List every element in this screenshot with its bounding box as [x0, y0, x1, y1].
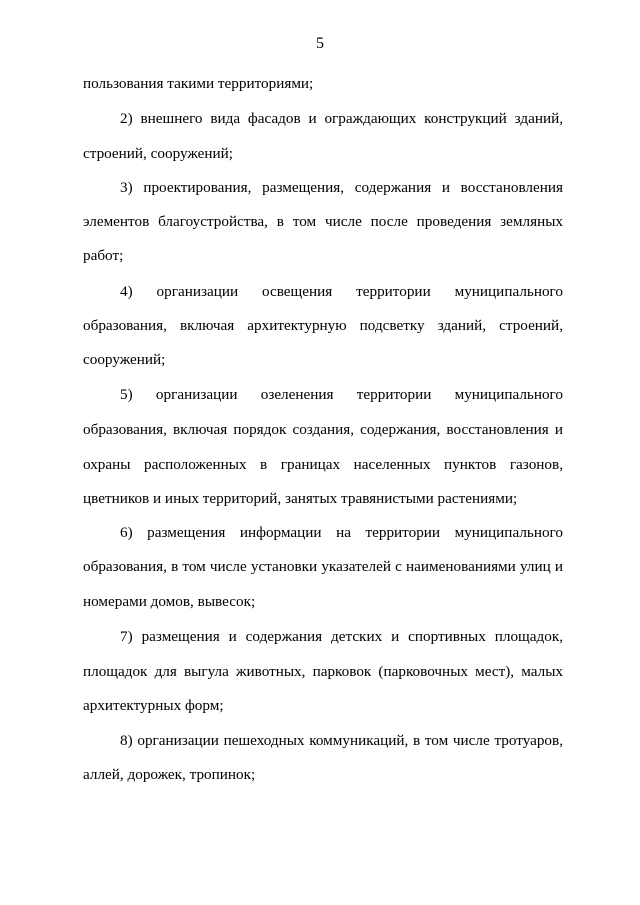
text-line: номерами домов, вывесок; [83, 593, 256, 610]
text-line: 5) организации озеленения территории муниципального [120, 386, 563, 403]
text-line: сооружений; [83, 351, 166, 368]
text-line: 6) размещения информации на территории муниципального [120, 524, 563, 541]
text-line: цветников и иных территорий, занятых травянистыми растениями; [83, 490, 518, 507]
text-line: образования, включая архитектурную подсветку зданий, строений, [83, 317, 563, 334]
text-line: архитектурных форм; [83, 697, 224, 714]
text-line: 3) проектирования, размещения, содержания и восстановления [120, 179, 563, 196]
text-line: 2) внешнего вида фасадов и ограждающих конструкций зданий, [120, 110, 563, 127]
text-line: пользования такими территориями; [83, 75, 314, 92]
text-line: образования, включая порядок создания, содержания, восстановления и [83, 421, 563, 438]
text-line: элементов благоустройства, в том числе после проведения земляных [83, 213, 563, 230]
text-line: образования, в том числе установки указателей с наименованиями улиц и [83, 558, 563, 575]
text-line: охраны расположенных в границах населенных пунктов газонов, [83, 456, 563, 473]
text-line: строений, сооружений; [83, 145, 234, 162]
text-line: 7) размещения и содержания детских и спортивных площадок, [120, 628, 563, 645]
text-line: аллей, дорожек, тропинок; [83, 766, 256, 783]
page-number: 5 [316, 35, 324, 52]
text-line: работ; [83, 247, 124, 264]
text-line: площадок для выгула животных, парковок (парковочных мест), малых [83, 663, 563, 680]
text-line: 8) организации пешеходных коммуникаций, в том числе тротуаров, [120, 732, 563, 749]
text-line: 4) организации освещения территории муниципального [120, 283, 563, 300]
